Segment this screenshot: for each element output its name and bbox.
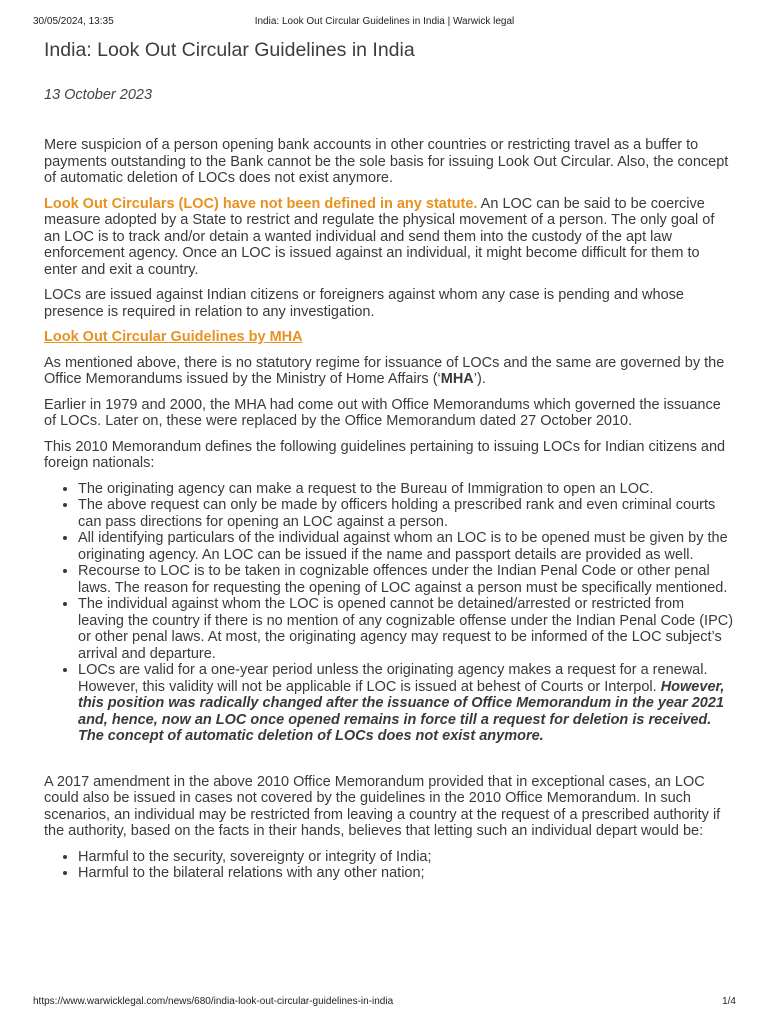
mha-abbr: MHA	[440, 371, 474, 387]
mha-paragraph	[44, 355, 734, 388]
loc-issued-paragraph: LOCs are issued against Indian citizens or foreigners against whom any case is pending and whose presence is required in relation to any investigation.	[44, 287, 684, 320]
intro-paragraph: Mere suspicion of a person opening bank accounts in other countries or restricting travel as a buffer to payments outstanding to the Bank cannot be the sole basis for issuing Look Out Circular. Also, the concept of automatic deletion of LOCs does not exist anymore.	[44, 137, 729, 186]
list-item: • Recourse to LOC is to be taken in cognizable offences under the Indian Penal Code or other penal laws. The reason for requesting the opening of LOC against a person must be specifically mentioned.	[78, 563, 734, 596]
mha-guidelines-link[interactable]: Look Out Circular Guidelines by MHA	[44, 329, 303, 345]
mha-text-b: ’).	[473, 371, 486, 387]
loc-definition-paragraph	[44, 196, 734, 279]
list-item: • Harmful to the bilateral relations with any other nation;	[78, 865, 734, 882]
validity-text: LOCs are valid for a one-year period unless the originating agency makes a request for a renewal. However, this validity will not be applicable if LOC is issued at behest of Courts or Interpol.	[78, 662, 708, 695]
list-item	[78, 662, 734, 745]
guidelines-list	[44, 481, 734, 745]
print-url: https://www.warwicklegal.com/news/680/india-look-out-circular-guidelines-in-india	[33, 996, 394, 1007]
section-heading-paragraph	[44, 329, 734, 346]
list-item: • The originating agency can make a request to the Bureau of Immigration to open an LOC.	[78, 481, 734, 498]
list-item: • The individual against whom the LOC is opened cannot be detained/arrested or restricted from leaving the country if there is no mention of any cognizable offense under the Indian Penal Code (IPC) or other penal laws. At most, the originating agency may request to be informed of the LOC subject’s arrival and departure.	[78, 596, 734, 662]
print-header	[33, 16, 736, 27]
print-page-number: 1/4	[722, 996, 736, 1007]
article-title: India: Look Out Circular Guidelines in India	[44, 39, 415, 61]
list-item: • Harmful to the security, sovereignty or integrity of India;	[78, 849, 734, 866]
loc-definition-highlight: Look Out Circulars (LOC) have not been defined in any statute.	[44, 195, 478, 212]
list-item: • The above request can only be made by officers holding a prescribed rank and even criminal courts can pass directions for opening an LOC against a person.	[78, 497, 734, 530]
print-page-title: India: Look Out Circular Guidelines in India | Warwick legal	[254, 16, 515, 27]
amendment-paragraph: A 2017 amendment in the above 2010 Office Memorandum provided that in exceptional cases, an LOC could also be issued in cases not covered by the guidelines in the 2010 Office Memorandum. In such scenarios, an individual may be restricted from leaving a country at the request of a prescribed authority if the authority, based on the facts in their hands, believes that letting such an individual depart would be:	[44, 773, 721, 839]
list-item: • All identifying particulars of the individual against whom an LOC is to be opened must be given by the originating agency. An LOC can be issued if the name and passport details are provided as well.	[78, 530, 734, 563]
validity-emphasis: However, this position was radically changed after the issuance of Office Memorandum in the year 2021 and, hence, now an LOC once opened remains in force till a request for deletion is received. The concept of automatic deletion of LOCs does not exist anymore.	[78, 678, 725, 744]
article-content	[44, 38, 734, 882]
guidelines-intro-paragraph: This 2010 Memorandum defines the following guidelines pertaining to issuing LOCs for Indian citizens and foreign nationals:	[44, 438, 726, 471]
print-footer	[33, 996, 736, 1007]
print-datetime: 30/05/2024, 13:35	[33, 16, 114, 27]
article-date: 13 October 2023	[44, 87, 153, 103]
harm-list	[44, 849, 734, 882]
mha-text-a: As mentioned above, there is no statutory regime for issuance of LOCs and the same are governed by the Office Memorandums issued by the Ministry of Home Affairs (‘	[44, 354, 725, 387]
history-paragraph: Earlier in 1979 and 2000, the MHA had come out with Office Memorandums which governed the issuance of LOCs. Later on, these were replaced by the Office Memorandum dated 27 October 2010.	[44, 396, 721, 429]
loc-definition-text: An LOC can be said to be coercive measure adopted by a State to restrict and regulate the physical movement of a person. The only goal of an LOC is to track and/or detain a wanted individual and send them into the custody of the apt law enforcement agency. Once an LOC is issued against an individual, it might become difficult for them to enter and exit a country.	[44, 195, 715, 278]
